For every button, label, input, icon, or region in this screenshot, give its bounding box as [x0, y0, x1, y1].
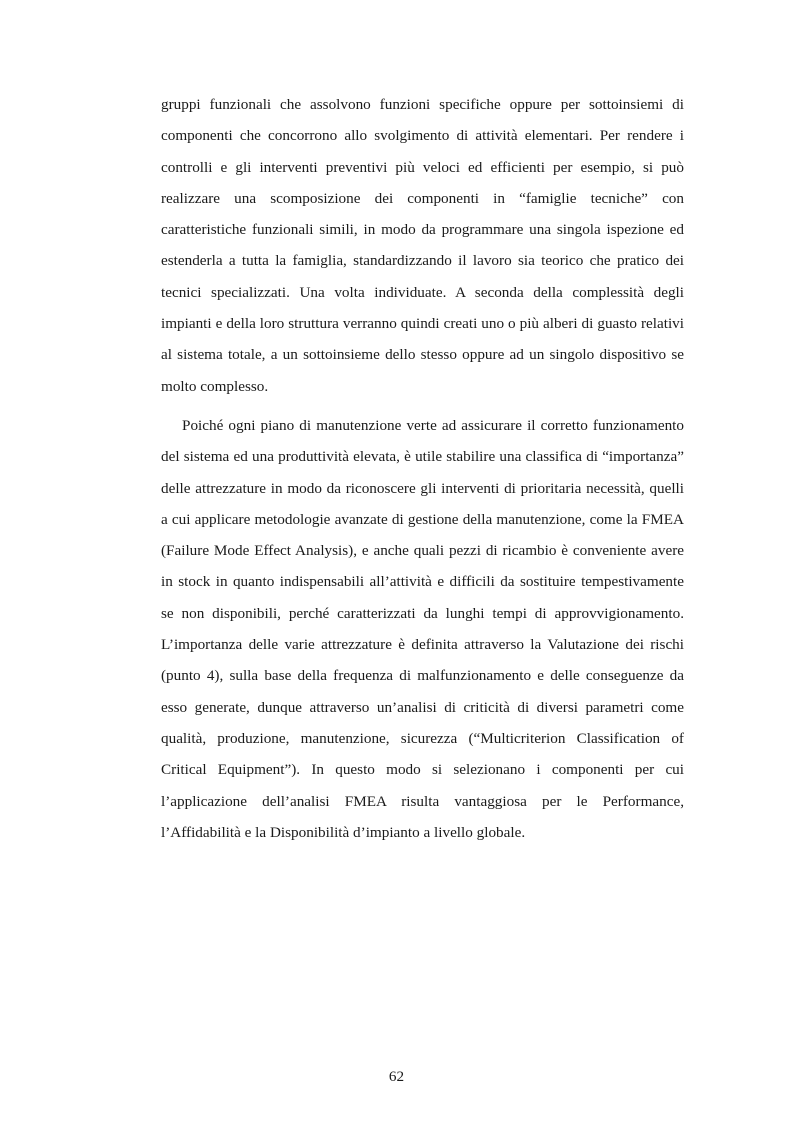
body-paragraph-1: gruppi funzionali che assolvono funzioni specifiche oppure per sottoinsiemi di componenti che concorrono allo svolgimento di attività elementari. Per rendere i controlli e gli interventi preventivi più veloci ed efficienti per esempio, si può realizzare una scomposizione dei componenti in “famiglie tecniche” con caratteristiche funzionali simili, in modo da programmare una singola ispezione ed estenderla a tutta la famiglia, standardizzando il lavoro sia teorico che pratico dei tecnici specializzati. Una volta individuate. A seconda della complessità degli impianti e della loro struttura verranno quindi creati uno o più alberi di guasto relativi al sistema totale, a un sottoinsieme dello stesso oppure ad un singolo dispositivo se molto complesso. [161, 96, 684, 395]
page-number: 62 [388, 1068, 405, 1085]
body-paragraph-2: Poiché ogni piano di manutenzione verte ad assicurare il corretto funzionamento del sistema ed una produttività elevata, è utile stabilire una classifica di “importanza” delle attrezzature in modo da riconoscere gli interventi di prioritaria necessità, quelli a cui applicare metodologie avanzate di gestione della manutenzione, come la FMEA (Failure Mode Effect Analysis), e anche quali pezzi di ricambio è conveniente avere in stock in quanto indispensabili all’attività e difficili da sostituire tempestivamente se non disponibili, perché caratterizzati da lunghi tempi di approvvigionamento. L’importanza delle varie attrezzature è definita attraverso la Valutazione dei rischi (punto 4), sulla base della frequenza di malfunzionamento e delle conseguenze da esso generate, dunque attraverso un’analisi di criticità di diversi parametri come qualità, produzione, manutenzione, sicurezza (“Multicriterion Classification of Critical Equipment”). In questo modo si selezionano i componenti per cui l’applicazione dell’analisi FMEA risulta vantaggiosa per le Performance, l’Affidabilità e la Disponibilità d’impianto a livello globale. [161, 417, 684, 841]
